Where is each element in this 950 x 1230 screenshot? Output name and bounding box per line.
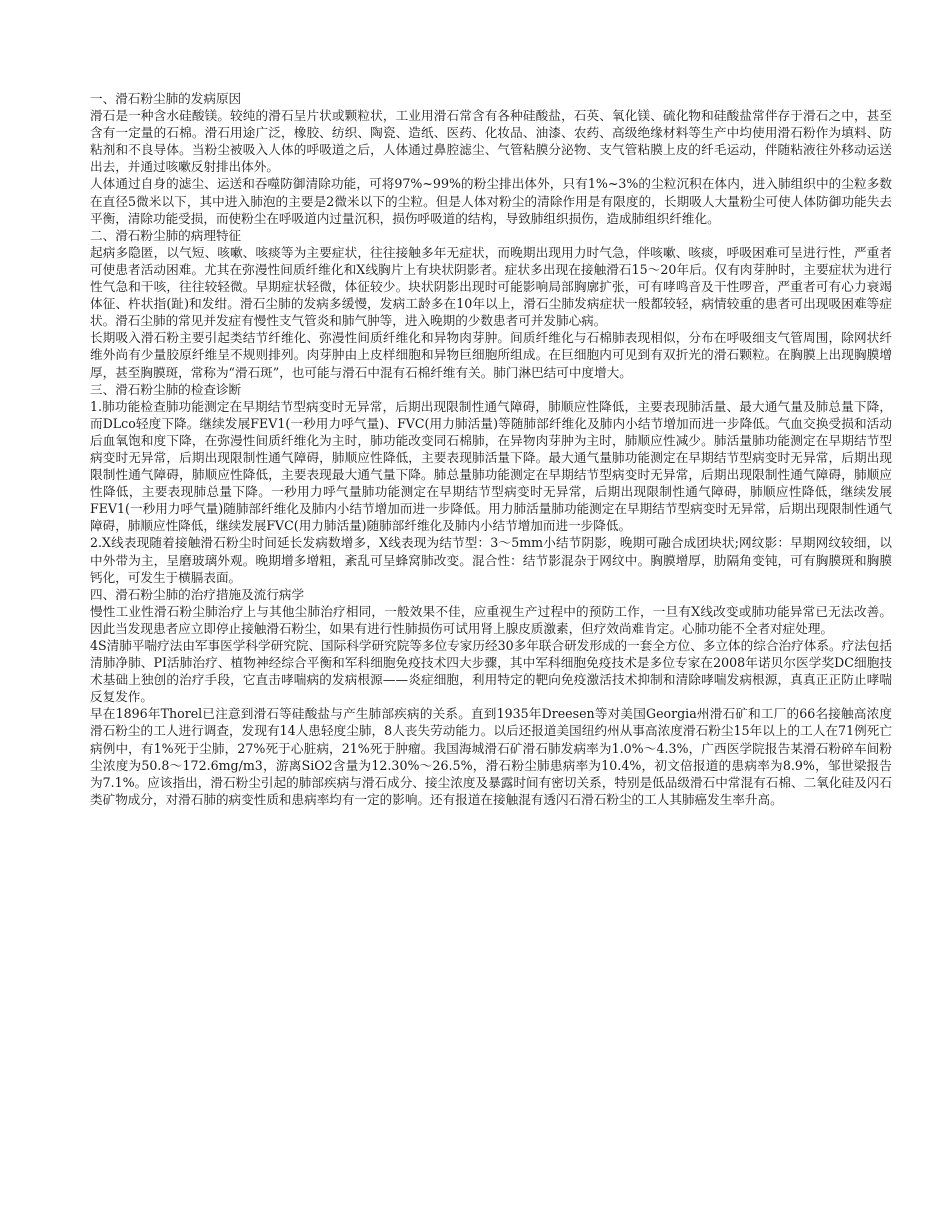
section-heading-1: 一、滑石粉尘肺的发病原因: [90, 91, 242, 106]
section-heading-3: 三、滑石粉尘肺的检查诊断: [90, 381, 242, 397]
paragraph-3-1: 1.肺功能检查肺功能测定在早期结节型病变时无异常，后期出现限制性通气障碍，肺顺应性降低，主要表现肺活量、最大通气量及肺总量下降，而DLco轻度下降。继续发展FEV1(一秒用力呼气量)、FVC(用力肺活量)等随肺部纤维化及肺内小结节增加而进一步降低。气血交换受损和活动后血氧饱和度下降，在弥漫性间质纤维化为主时，肺功能改变同石棉肺，在异物肉芽肿为主时，肺顺应性减少。肺活量肺功能测定在早期结节型病变时无异常，后期出现限制性通气障碍，肺顺应性降低，主要表现肺活量下降。最大通气量肺功能测定在早期结节型病变时无异常，后期出现限制性通气障碍，肺顺应性降低，主要表现最大通气量下降。肺总量肺功能测定在早期结节型病变时无异常，后期出现限制性通气障碍，肺顺应性降低，主要表现肺总量下降。一秒用力呼气量肺功能测定在早期结节型病变时无异常，后期出现限制性通气障碍，肺顺应性降低，继续发展FEV1(一秒用力呼气量)随肺部纤维化及肺内小结节增加而进一步降低。用力肺活量肺功能测定在早期结节型病变时无异常，后期出现限制性通气障碍，肺顺应性降低，继续发展FVC(用力肺活量)随肺部纤维化及肺内小结节增加而进一步降低。: [90, 398, 892, 534]
paragraph-2-2: 长期吸入滑石粉主要引起类结节纤维化、弥漫性间质纤维化和异物肉芽肿。间质纤维化与石棉肺表现相似，分布在呼吸细支气管周围，除网状纤维外尚有少量胶原纤维呈不规则排列。肉芽肿由上皮样细胞和异物巨细胞所组成。在巨细胞内可见到有双折光的滑石颗粒。在胸膜上出现胸膜增厚，甚至胸膜斑，常称为“滑石斑”，也可能与滑石中混有石棉纤维有关。肺门淋巴结可中度增大。: [90, 330, 892, 380]
paragraph-3-2: 2.X线表现随着接触滑石粉尘时间延长发病数增多，X线表现为结节型：3～5mm小结节阴影，晚期可融合成团块状;网纹影：早期网纹较细，以中外带为主，呈磨玻璃外观。晚期增多增粗，紊乱可呈蜂窝肺改变。混合性：结节影混杂于网纹中。胸膜增厚，肋隔角变钝，可有胸膜斑和胸膜钙化，可发生于横膈表面。: [90, 535, 892, 585]
paragraph-2-1: 起病多隐匿，以气短、咳嗽、咳痰等为主要症状，往往接触多年无症状，而晚期出现用力时气急，伴咳嗽、咳痰，呼吸困难可呈进行性，严重者可使患者活动困难。尤其在弥漫性间质纤维化和X线胸片上有块状阴影者。症状多出现在接触滑石15～20年后。仅有肉芽肿时，主要症状为进行性气急和干咳，往往较轻微。早期症状轻微，体征较少。块状阴影出现时可能影响局部胸廓扩张，可有哮鸣音及干性啰音，严重者可有心力衰竭体征、杵状指(趾)和发绀。滑石尘肺的发病多缓慢，发病工龄多在10年以上，滑石尘肺发病症状一般都较轻，病情较重的患者可出现吸困难等症状。滑石尘肺的常见并发症有慢性支气管炎和肺气肿等，进入晚期的少数患者可并发肺心病。: [90, 244, 892, 329]
section-heading-4: 四、滑石粉尘肺的治疗措施及流行病学: [90, 586, 305, 602]
paragraph-4-3: 早在1896年Thorel已注意到滑石等硅酸盐与产生肺部疾病的关系。直到1935年Dreesen等对美国Georgia州滑石矿和工厂的66名接触高浓度滑石粉尘的工人进行调查，发现有14人患轻度尘肺，8人丧失劳动能力。以后还报道美国纽约州从事高浓度滑石粉尘15年以上的工人在71例死亡病例中，有1%死于尘肺，27%死于心脏病，21%死于肿瘤。我国海城滑石矿滑石肺发病率为1.0%～4.3%，广西医学院报告某滑石粉碎车间粉尘浓度为50.8～172.6mg/m3，游离SiO2含量为12.30%～26.5%，滑石粉尘肺患病率为10.4%，初文倍报道的患病率为8.9%，邹世梁报告为7.1%。应该指出，滑石粉尘引起的肺部疾病与滑石成分、接尘浓度及暴露时间有密切关系，特别是低品级滑石中常混有石棉、二氧化硅及闪石类矿物成分，对滑石肺的病变性质和患病率均有一定的影响。还有报道在接触混有透闪石滑石粉尘的工人其肺癌发生率升高。: [90, 706, 892, 807]
paragraph-4-2: 4S清肺平喘疗法由军事医学科学研究院、国际科学研究院等多位专家历经30多年联合研发形成的一套全方位、多立体的综合治疗体系。疗法包括清肺净肺、PI活肺治疗、植物神经综合平衡和军科细胞免疫技术四大步骤，其中军科细胞免疫技术是多位专家在2008年诺贝尔医学奖DC细胞技术基础上独创的治疗手段，它直击哮喘病的发病根源——炎症细胞，利用特定的靶向免疫激活技术抑制和清除哮喘发病根源，真真正正防止哮喘反复发作。: [90, 638, 892, 705]
paragraph-1-1: 滑石是一种含水硅酸镁。较纯的滑石呈片状或颗粒状，工业用滑石常含有各种硅酸盐，石英、氧化镁、硫化物和硅酸盐常伴存于滑石之中，甚至含有一定量的石棉。滑石用途广泛，橡胶、纺织、陶瓷、造纸、医药、化妆品、油漆、农药、高级绝缘材料等生产中均使用滑石粉作为填料、防粘剂和不良导体。当粉尘被吸入人体的呼吸道之后，人体通过鼻腔滤尘、气管粘膜分泌物、支气管粘膜上皮的纤毛运动，伴随粘液往外移动运送出去，并通过咳嗽反射排出体外。: [90, 108, 892, 175]
paragraph-1-2: 人体通过自身的滤尘、运送和吞噬防御清除功能，可将97%~99%的粉尘排出体外，只有1%~3%的尘粒沉积在体内，进入肺组织中的尘粒多数在直径5微米以下，其中进入肺泡的主要是2微米以下的尘粒。但是人体对粉尘的清除作用是有限度的，长期吸人大量粉尘可使人体防御功能失去平衡，清除功能受损，而使粉尘在呼吸道内过量沉积，损伤呼吸道的结构，导致肺组织损伤，造成肺组织纤维化。: [90, 176, 892, 226]
section-heading-2: 二、滑石粉尘肺的病理特征: [90, 227, 242, 243]
paragraph-4-1: 慢性工业性滑石粉尘肺治疗上与其他尘肺治疗相同，一般效果不佳，应重视生产过程中的预防工作，一旦有X线改变或肺功能异常已无法改善。因此当发现患者应立即停止接触滑石粉尘，如果有进行性肺损伤可试用肾上腺皮质激素，但疗效尚难肯定。心肺功能不全者对症处理。: [90, 603, 892, 636]
